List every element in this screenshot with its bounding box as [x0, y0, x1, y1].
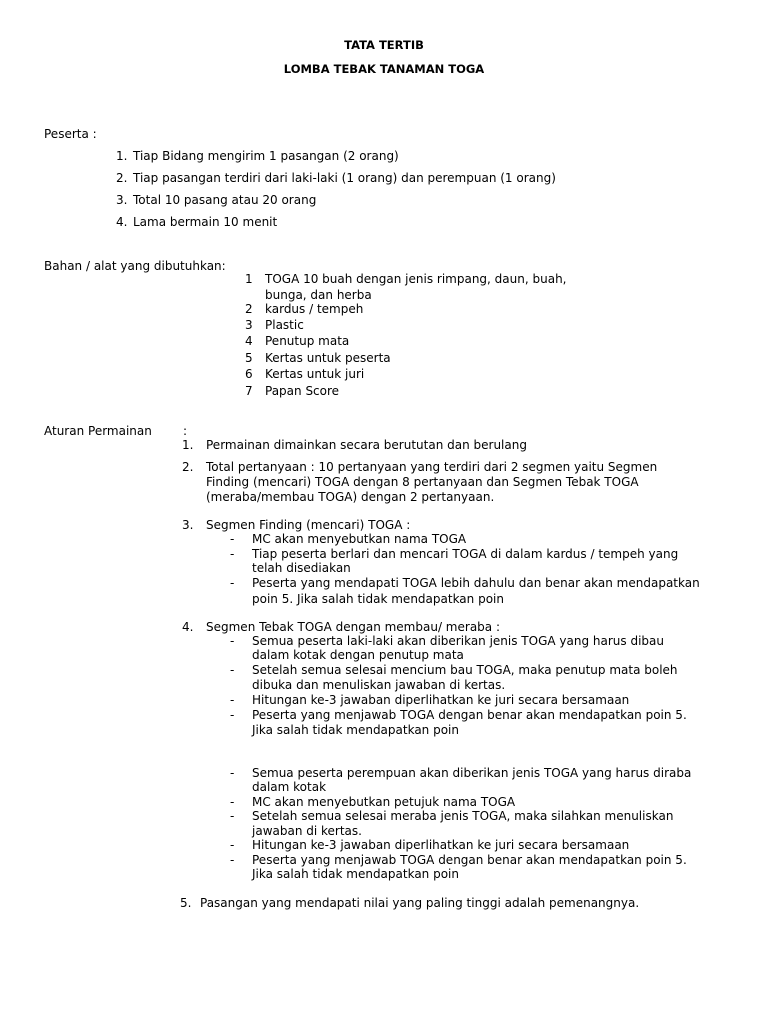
list-number: 3.	[116, 193, 128, 207]
list-text: Tiap pasangan terdiri dari laki-laki (1 orang) dan perempuan (1 orang)	[133, 171, 556, 185]
bullet-dash: -	[230, 532, 235, 546]
list-number: 1	[245, 272, 253, 286]
list-text: Permainan dimainkan secara berututan dan berulang	[206, 438, 527, 452]
bullet-text: Tiap peserta berlari dan mencari TOGA di dalam kardus / tempeh yang	[252, 547, 679, 561]
list-number: 7	[245, 384, 253, 398]
list-number: 3	[245, 318, 253, 332]
list-text: Segmen Finding (mencari) TOGA :	[206, 518, 411, 532]
bullet-text: MC akan menyebutkan nama TOGA	[252, 532, 467, 546]
bullet-dash: -	[230, 576, 235, 590]
bahan-heading: Bahan / alat yang dibutuhkan:	[44, 259, 226, 273]
list-text: kardus / tempeh	[265, 302, 364, 316]
bullet-dash: -	[230, 809, 235, 823]
aturan-heading: Aturan Permainan	[44, 424, 152, 438]
list-text: Pasangan yang mendapati nilai yang paling tinggi adalah pemenangnya.	[200, 896, 640, 910]
bullet-text: Peserta yang mendapati TOGA lebih dahulu dan benar akan mendapatkan	[252, 576, 700, 590]
list-text: Segmen Tebak TOGA dengan membau/ meraba :	[206, 620, 500, 634]
bullet-dash: -	[230, 663, 235, 677]
list-text: bunga, dan herba	[265, 288, 372, 302]
list-number: 4.	[182, 620, 194, 634]
bullet-text: dibuka dan menuliskan jawaban di kertas.	[252, 678, 506, 692]
bullet-text: Setelah semua selesai mencium bau TOGA, maka penutup mata boleh	[252, 663, 678, 677]
list-number: 1.	[182, 438, 194, 452]
bullet-dash: -	[230, 795, 235, 809]
list-text: Plastic	[265, 318, 304, 332]
list-text: Papan Score	[265, 384, 340, 398]
peserta-heading: Peserta :	[44, 127, 97, 141]
bullet-dash: -	[230, 853, 235, 867]
bullet-text: Semua peserta perempuan akan diberikan jenis TOGA yang harus diraba	[252, 766, 692, 780]
bullet-dash: -	[230, 634, 235, 648]
bullet-dash: -	[230, 693, 235, 707]
list-number: 2.	[182, 460, 194, 474]
bullet-text: Jika salah tidak mendapatkan poin	[252, 723, 459, 737]
list-text: Finding (mencari) TOGA dengan 8 pertanyaan dan Segmen Tebak TOGA	[206, 475, 639, 489]
bullet-dash: -	[230, 547, 235, 561]
bullet-dash: -	[230, 838, 235, 852]
list-text: TOGA 10 buah dengan jenis rimpang, daun, buah,	[265, 272, 567, 286]
bullet-text: Semua peserta laki-laki akan diberikan jenis TOGA yang harus dibau	[252, 634, 664, 648]
list-number: 5.	[180, 896, 192, 910]
list-number: 4	[245, 334, 253, 348]
bullet-dash: -	[230, 708, 235, 722]
list-text: Penutup mata	[265, 334, 350, 348]
list-number: 4.	[116, 215, 128, 229]
bullet-text: Setelah semua selesai meraba jenis TOGA, maka silahkan menuliskan	[252, 809, 674, 823]
list-text: Kertas untuk peserta	[265, 351, 391, 365]
list-number: 6	[245, 367, 253, 381]
bullet-text: Hitungan ke-3 jawaban diperlihatkan ke juri secara bersamaan	[252, 838, 630, 852]
list-number: 2	[245, 302, 253, 316]
bullet-text: telah disediakan	[252, 561, 351, 575]
bullet-text: MC akan menyebutkan petujuk nama TOGA	[252, 795, 516, 809]
list-number: 1.	[116, 149, 128, 163]
list-text: (meraba/membau TOGA) dengan 2 pertanyaan.	[206, 490, 495, 504]
list-number: 5	[245, 351, 253, 365]
list-text: Kertas untuk juri	[265, 367, 365, 381]
list-text: Lama bermain 10 menit	[133, 215, 278, 229]
list-number: 3.	[182, 518, 194, 532]
bullet-text: Jika salah tidak mendapatkan poin	[252, 867, 459, 881]
list-text: Total 10 pasang atau 20 orang	[133, 193, 317, 207]
document-title: TATA TERTIB	[344, 38, 424, 52]
list-text: Total pertanyaan : 10 pertanyaan yang terdiri dari 2 segmen yaitu Segmen	[206, 460, 658, 474]
bullet-text: Hitungan ke-3 jawaban diperlihatkan ke juri secara bersamaan	[252, 693, 630, 707]
document-subtitle: LOMBA TEBAK TANAMAN TOGA	[283, 62, 485, 76]
bullet-text: dalam kotak dengan penutup mata	[252, 648, 464, 662]
bullet-text: dalam kotak	[252, 780, 327, 794]
bullet-dash: -	[230, 766, 235, 780]
bullet-text: Peserta yang menjawab TOGA dengan benar akan mendapatkan poin 5.	[252, 708, 687, 722]
bullet-text: poin 5. Jika salah tidak mendapatkan poin	[252, 592, 504, 606]
bullet-text: jawaban di kertas.	[252, 824, 362, 838]
aturan-colon: :	[183, 424, 188, 438]
list-number: 2.	[116, 171, 128, 185]
list-text: Tiap Bidang mengirim 1 pasangan (2 orang)	[133, 149, 399, 163]
bullet-text: Peserta yang menjawab TOGA dengan benar akan mendapatkan poin 5.	[252, 853, 687, 867]
